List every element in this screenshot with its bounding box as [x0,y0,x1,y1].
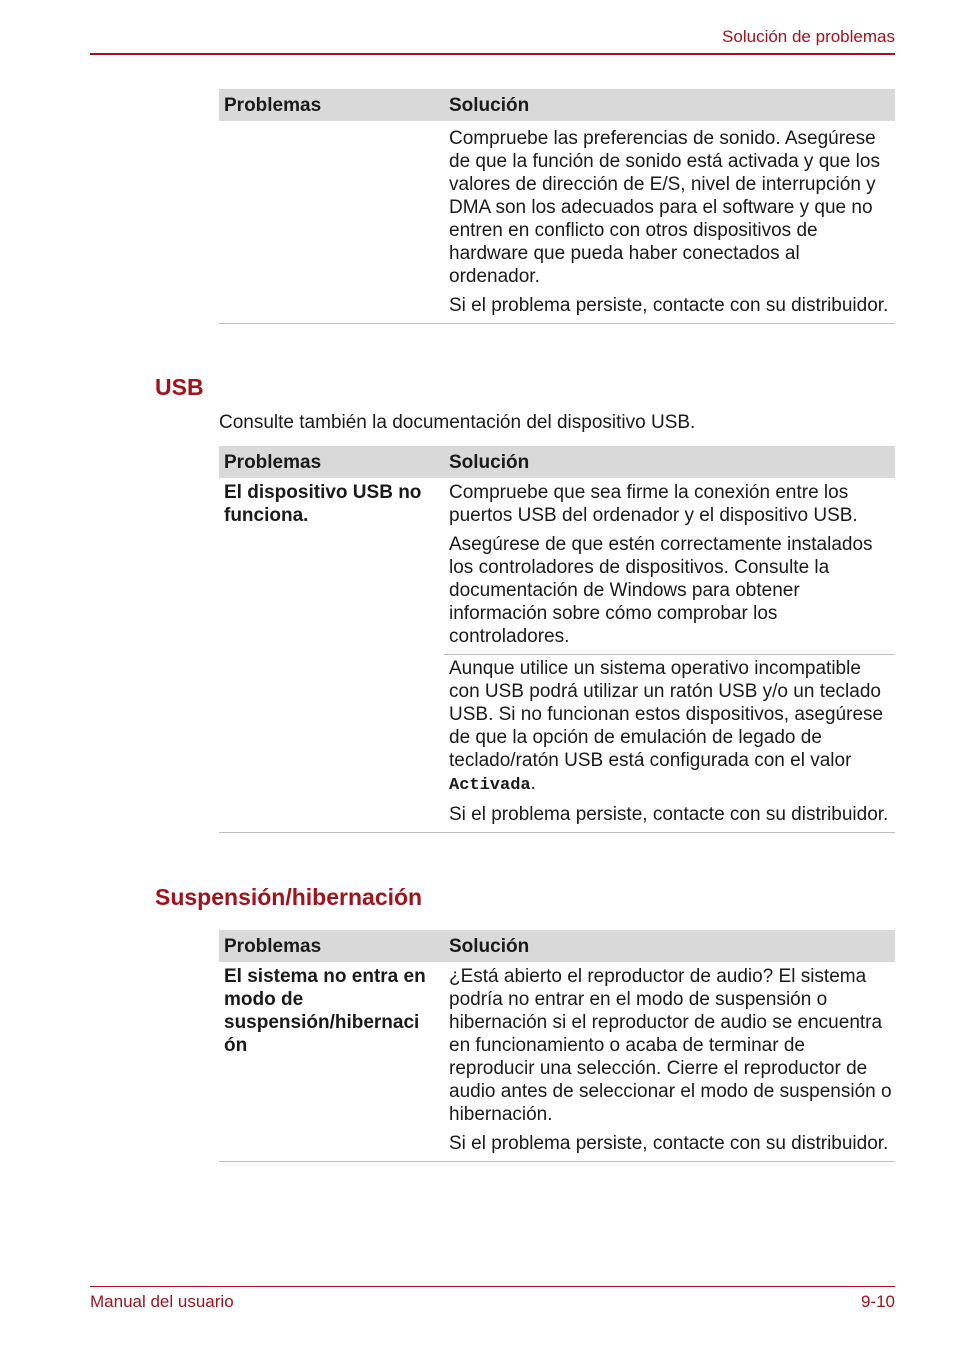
col-header-problems: Problemas [224,935,322,957]
solution-text: ¿Está abierto el reproductor de audio? El sistema podría no entrar en el modo de suspensión o hibernación si el reproductor de audio se encuentra en funcionamiento o acaba de terminar de reproducir una selección. Cierre el reproductor de audio antes de seleccionar el modo de suspensión o hibernación. [449,966,892,1125]
page-number: 9-10 [860,1292,895,1311]
col-header-problems: Problemas [224,451,322,473]
col-header-solution: Solución [449,94,530,116]
section-heading-sleep: Suspensión/hibernación [155,884,423,910]
solution-cell [444,478,895,648]
usb-table [219,446,895,833]
solution-cell [444,962,895,1155]
solution-text: Compruebe las preferencias de sonido. Asegúrese de que la función de sonido está activada y que los valores de dirección de E/S, nivel de interrupción y DMA son los adecuados para el software y que no entren en conflicto con otros dispositivos de hardware que pueda haber conectados al ordenador. [449,128,880,287]
col-header-solution: Solución [449,451,530,473]
solution-cell [444,654,895,826]
solution-text-part: Aunque utilice un sistema operativo incompatible con USB podrá utilizar un ratón USB y/o un teclado USB. Si no funcionan estos dispositivos, asegúrese de que la opción de emulación de legado de teclado/ratón USB está configurada con el valor [449,658,884,771]
table-row [219,962,895,1162]
table-row [219,121,895,324]
problem-cell [219,127,444,323]
sound-table [219,89,895,324]
solution-cell [444,127,895,317]
table-row [219,478,895,833]
table-header [219,930,895,962]
running-header: Solución de problemas [722,27,895,46]
header-rule [90,53,895,55]
solution-text: Si el problema persiste, contacte con su distribuidor. [449,295,889,316]
section-heading-usb: USB [155,374,204,400]
footer-rule [90,1286,895,1287]
solution-text-end: . [530,773,536,794]
table-header [219,89,895,121]
solution-text: Si el problema persiste, contacte con su distribuidor. [449,804,889,825]
problem-cell: El dispositivo USB no funciona. [224,482,422,526]
col-header-problems: Problemas [224,94,322,116]
footer-title: Manual del usuario [90,1292,234,1311]
solution-text [449,657,895,797]
problem-cell: El sistema no entra en modo de suspensión/hibernaci ón [224,966,426,1056]
solution-text: Si el problema persiste, contacte con su distribuidor. [449,1133,889,1154]
sleep-table [219,930,895,1162]
solution-text: Asegúrese de que estén correctamente instalados los controladores de dispositivos. Consulte la documentación de Windows para obtener información sobre cómo comprobar los controladores. [449,534,873,647]
setting-value: Activada [449,776,531,795]
usb-intro: Consulte también la documentación del dispositivo USB. [219,412,696,433]
solution-text: Compruebe que sea firme la conexión entre los puertos USB del ordenador y el dispositivo USB. [449,482,858,526]
col-header-solution: Solución [449,935,530,957]
table-header [219,446,895,478]
